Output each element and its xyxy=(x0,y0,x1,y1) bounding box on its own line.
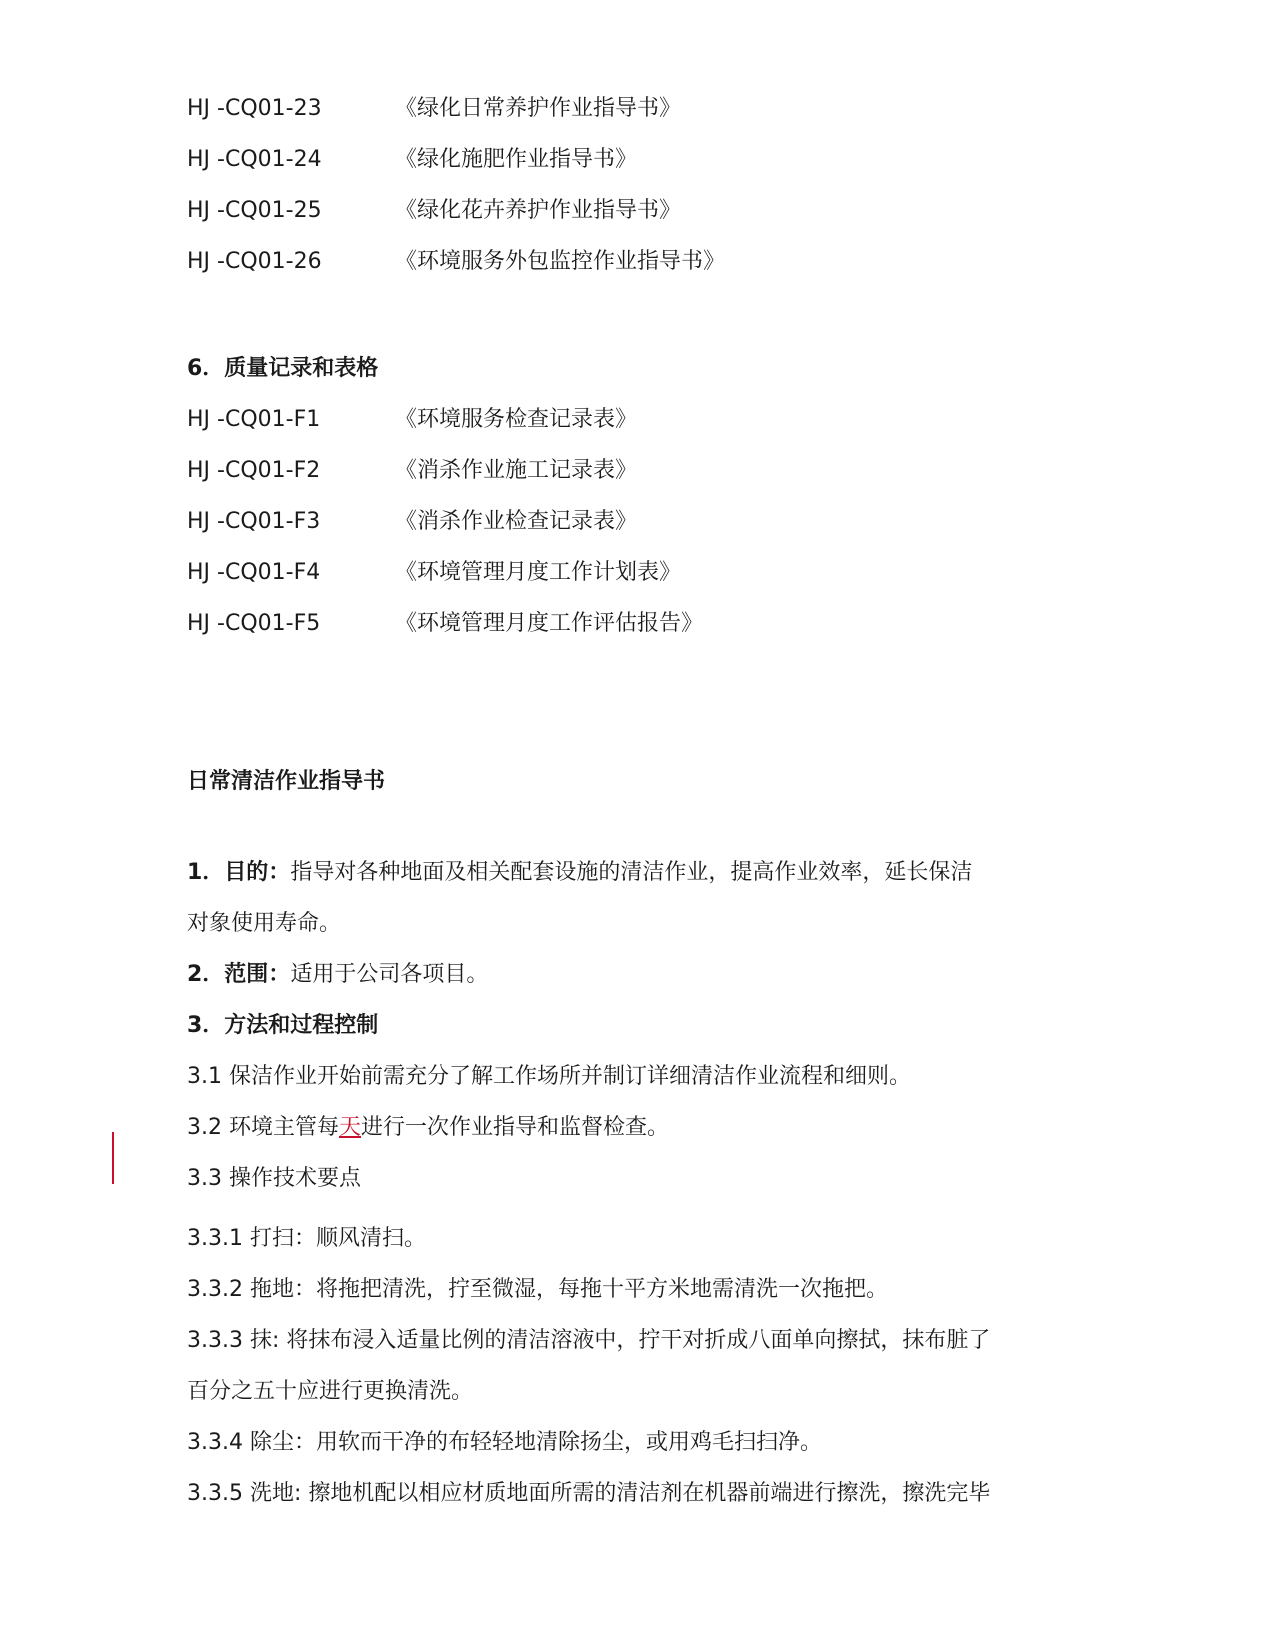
item-3-1: 3.1 保洁作业开始前需充分了解工作场所并制订详细清洁作业流程和细则。 xyxy=(187,1064,911,1089)
item-3-2-text-after: 进行一次作业指导和监督检查。 xyxy=(361,1115,670,1140)
form-code: HJ -CQ01-F5 xyxy=(187,611,321,636)
section-heading: 3．方法和过程控制 xyxy=(187,1013,379,1038)
form-list-item xyxy=(187,507,637,537)
form-list-item xyxy=(187,456,637,486)
doc-list-item xyxy=(187,145,637,175)
form-list-item xyxy=(187,609,703,639)
doc-list-item xyxy=(187,196,681,226)
item-3-3: 3.3 操作技术要点 xyxy=(187,1166,361,1191)
purpose-paragraph xyxy=(187,858,972,888)
item-3-3-4: 3.3.4 除尘：用软而干净的布轻轻地清除扬尘，或用鸡毛扫扫净。 xyxy=(187,1430,822,1455)
form-code: HJ -CQ01-F4 xyxy=(187,560,321,585)
section-heading: 6．质量记录和表格 xyxy=(187,356,379,381)
form-list-item xyxy=(187,405,637,435)
item-3-3-5: 3.3.5 洗地: 擦地机配以相应材质地面所需的清洁剂在机器前端进行擦洗，擦洗完毕 xyxy=(187,1481,991,1506)
form-code: HJ -CQ01-F2 xyxy=(187,458,321,483)
form-title: 《环境服务检查记录表》 xyxy=(395,407,638,432)
purpose-text: 指导对各种地面及相关配套设施的清洁作业，提高作业效率，延长保洁 xyxy=(290,860,973,885)
item-3-2 xyxy=(187,1113,669,1143)
doc-code: HJ -CQ01-23 xyxy=(187,96,322,121)
form-title: 《环境管理月度工作评估报告》 xyxy=(395,611,704,636)
item-3-3-3: 3.3.3 抹: 将抹布浸入适量比例的清洁溶液中，拧干对折成八面单向擦拭，抹布脏了 xyxy=(187,1328,991,1353)
form-title: 《环境管理月度工作计划表》 xyxy=(395,560,682,585)
form-code: HJ -CQ01-F1 xyxy=(187,407,321,432)
form-title: 《消杀作业施工记录表》 xyxy=(395,458,638,483)
scope-label: 2．范围： xyxy=(187,962,291,987)
form-title: 《消杀作业检查记录表》 xyxy=(395,509,638,534)
item-3-2-text-before: 3.2 环境主管每 xyxy=(187,1115,339,1140)
revised-word: 天 xyxy=(338,1115,361,1140)
form-code: HJ -CQ01-F3 xyxy=(187,509,321,534)
doc-title: 《绿化花卉养护作业指导书》 xyxy=(395,198,682,223)
doc-list-item xyxy=(187,247,725,277)
item-3-3-1: 3.3.1 打扫：顺风清扫。 xyxy=(187,1226,426,1251)
doc-title: 《绿化日常养护作业指导书》 xyxy=(395,96,682,121)
item-3-3-3-continuation: 百分之五十应进行更换清洗。 xyxy=(187,1379,474,1404)
doc-code: HJ -CQ01-26 xyxy=(187,249,322,274)
revision-bar xyxy=(112,1132,114,1184)
scope-paragraph xyxy=(187,960,488,990)
purpose-continuation: 对象使用寿命。 xyxy=(187,911,342,936)
form-list-item xyxy=(187,558,681,588)
doc-code: HJ -CQ01-24 xyxy=(187,147,322,172)
doc-title: 《绿化施肥作业指导书》 xyxy=(395,147,638,172)
purpose-label: 1．目的： xyxy=(187,860,291,885)
item-3-3-2: 3.3.2 拖地：将拖把清洗，拧至微湿，每拖十平方米地需清洗一次拖把。 xyxy=(187,1277,888,1302)
doc-main-title: 日常清洁作业指导书 xyxy=(187,769,386,794)
scope-text: 适用于公司各项目。 xyxy=(290,962,489,987)
doc-title: 《环境服务外包监控作业指导书》 xyxy=(395,249,726,274)
doc-code: HJ -CQ01-25 xyxy=(187,198,322,223)
doc-list-item xyxy=(187,94,681,124)
